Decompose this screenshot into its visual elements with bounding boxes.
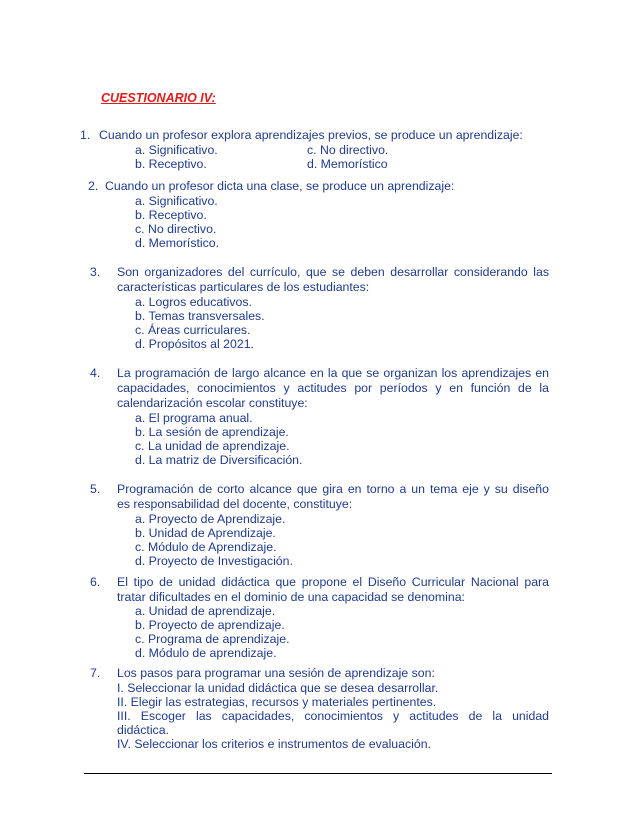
q4-text-line3: calendarización escolar constituye: (117, 396, 308, 410)
q5-option-b: b. Unidad de Aprendizaje. (135, 526, 276, 540)
q2-option-a: a. Significativo. (135, 194, 218, 208)
q6-text-line1: El tipo de unidad didáctica que propone el Diseño Curricular Nacional para (117, 575, 549, 589)
q6-option-b: b. Proyecto de aprendizaje. (135, 618, 285, 632)
q4-option-b: b. La sesión de aprendizaje. (135, 425, 289, 439)
q3-number: 3. (90, 265, 101, 279)
q3-option-a: a. Logros educativos. (135, 295, 252, 309)
q4-option-d: d. La matriz de Diversificación. (135, 453, 303, 467)
q5-option-c: c. Módulo de Aprendizaje. (135, 540, 277, 554)
q5-text-line2: es responsabilidad del docente, constituye: (117, 497, 353, 511)
q1-option-b: b. Receptivo. (135, 157, 207, 171)
q2-number: 2. (88, 179, 99, 193)
q4-option-a: a. El programa anual. (135, 411, 253, 425)
q5-number: 5. (90, 482, 101, 496)
q7-step-4: IV. Seleccionar los criterios e instrumentos de evaluación. (117, 737, 431, 751)
q2-text: Cuando un profesor dicta una clase, se produce un aprendizaje: (105, 179, 455, 193)
q3-option-d: d. Propósitos al 2021. (135, 337, 254, 351)
page-title: CUESTIONARIO IV: (101, 91, 216, 105)
q2-option-c: c. No directivo. (135, 222, 217, 236)
q7-step-3-continued: didáctica. (117, 723, 169, 737)
q4-text-line2: capacidades, conocimientos y actitudes por períodos y en función de la (117, 381, 549, 395)
q1-option-d: d. Memorístico (307, 157, 388, 171)
q2-option-d: d. Memorístico. (135, 236, 220, 250)
q1-option-a: a. Significativo. (135, 143, 218, 157)
q3-option-b: b. Temas transversales. (135, 309, 265, 323)
q6-number: 6. (90, 575, 101, 589)
q7-step-1: I. Seleccionar la unidad didáctica que se desea desarrollar. (117, 681, 439, 695)
q6-option-a: a. Unidad de aprendizaje. (135, 604, 276, 618)
q3-option-c: c. Áreas curriculares. (135, 323, 251, 337)
q3-text-line1: Son organizadores del currículo, que se deben desarrollar considerando las (117, 265, 549, 279)
q6-text-line2: tratar dificultades en el dominio de una capacidad se denomina: (117, 590, 465, 604)
q7-step-3: III. Escoger las capacidades, conocimientos y actitudes de la unidad (117, 709, 549, 723)
q7-step-2: II. Elegir las estrategias, recursos y materiales pertinentes. (117, 695, 437, 709)
q2-option-b: b. Receptivo. (135, 208, 207, 222)
q1-text: Cuando un profesor explora aprendizajes previos, se produce un aprendizaje: (99, 128, 523, 142)
q4-option-c: c. La unidad de aprendizaje. (135, 439, 290, 453)
q6-option-c: c. Programa de aprendizaje. (135, 632, 290, 646)
q4-text-line1: La programación de largo alcance en la que se organizan los aprendizajes en (117, 366, 549, 380)
q7-text-line1: Los pasos para programar una sesión de aprendizaje son: (117, 666, 435, 680)
q1-number: 1. (80, 128, 91, 142)
q5-option-d: d. Proyecto de Investigación. (135, 554, 293, 568)
q4-number: 4. (90, 366, 101, 380)
q5-option-a: a. Proyecto de Aprendizaje. (135, 512, 286, 526)
q3-text-line2: características particulares de los estudiantes: (117, 280, 370, 294)
q5-text-line1: Programación de corto alcance que gira en torno a un tema eje y su diseño (117, 482, 549, 496)
footer-rule (84, 773, 552, 774)
q1-option-c: c. No directivo. (307, 143, 389, 157)
q6-option-d: d. Módulo de aprendizaje. (135, 646, 277, 660)
q7-number: 7. (90, 666, 101, 680)
